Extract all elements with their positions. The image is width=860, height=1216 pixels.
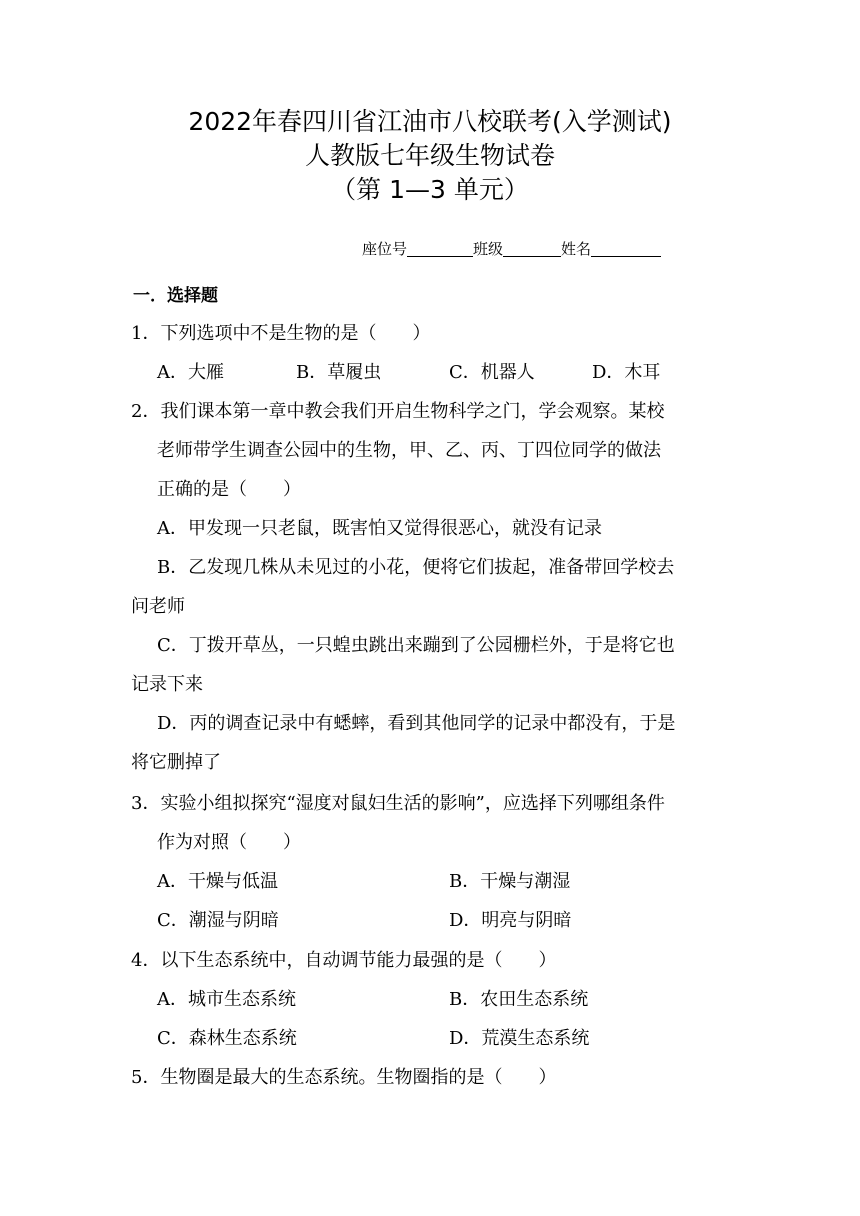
question-3-option-c: C．潮湿与阴暗 — [157, 910, 279, 931]
question-1-option-c: C．机器人 — [449, 362, 535, 383]
question-1-option-d: D．木耳 — [592, 362, 661, 383]
question-1-stem: 1．下列选项中不是生物的是（ ） — [131, 323, 431, 344]
question-5-stem: 5．生物圈是最大的生态系统。生物圈指的是（ ） — [131, 1067, 557, 1088]
section-title: 一．选择题 — [133, 286, 218, 306]
class-label: 班级 — [473, 240, 504, 258]
question-3-stem-line2: 作为对照（ ） — [157, 832, 301, 853]
question-2-option-c-cont: 记录下来 — [131, 674, 203, 695]
question-1-option-b: B．草履虫 — [296, 362, 382, 383]
question-3-option-a: A．干燥与低温 — [157, 871, 278, 892]
question-2-stem-line3: 正确的是（ ） — [157, 479, 301, 500]
name-label: 姓名 — [561, 240, 592, 258]
class-blank[interactable] — [503, 240, 561, 257]
exam-title-line3: （第 1—3 单元） — [331, 175, 529, 204]
question-4-option-b: B．农田生态系统 — [449, 989, 589, 1010]
question-2-option-d: D．丙的调查记录中有蟋蟀，看到其他同学的记录中都没有，于是 — [157, 713, 676, 734]
question-2-option-b-cont: 问老师 — [131, 596, 185, 617]
seat-label: 座位号 — [362, 240, 408, 258]
question-3-option-d: D．明亮与阴暗 — [449, 910, 572, 931]
question-3-stem-line1: 3．实验小组拟探究“湿度对鼠妇生活的影响”，应选择下列哪组条件 — [131, 793, 665, 814]
question-4-stem: 4．以下生态系统中，自动调节能力最强的是（ ） — [131, 950, 557, 971]
question-3-option-b: B．干燥与潮湿 — [449, 871, 571, 892]
question-4-option-a: A．城市生态系统 — [157, 989, 296, 1010]
seat-blank[interactable] — [407, 240, 473, 257]
student-info-row — [362, 238, 661, 260]
question-2-option-a: A．甲发现一只老鼠，既害怕又觉得很恶心，就没有记录 — [157, 518, 602, 539]
question-2-option-c: C．丁拨开草丛，一只蝗虫跳出来蹦到了公园栅栏外，于是将它也 — [157, 635, 675, 656]
question-2-option-b: B．乙发现几株从未见过的小花，便将它们拔起，准备带回学校去 — [157, 557, 675, 578]
question-4-option-d: D．荒漠生态系统 — [449, 1028, 590, 1049]
exam-title-line1: 2022年春四川省江油市八校联考(入学测试) — [188, 107, 672, 136]
question-2-option-d-cont: 将它删掉了 — [131, 752, 221, 773]
name-blank[interactable] — [591, 240, 661, 257]
question-2-stem-line2: 老师带学生调查公园中的生物，甲、乙、丙、丁四位同学的做法 — [157, 440, 661, 461]
question-2-stem-line1: 2．我们课本第一章中教会我们开启生物科学之门，学会观察。某校 — [131, 401, 665, 422]
exam-title-line2: 人教版七年级生物试卷 — [304, 141, 555, 170]
question-1-option-a: A．大雁 — [157, 362, 224, 383]
question-4-option-c: C．森林生态系统 — [157, 1028, 297, 1049]
